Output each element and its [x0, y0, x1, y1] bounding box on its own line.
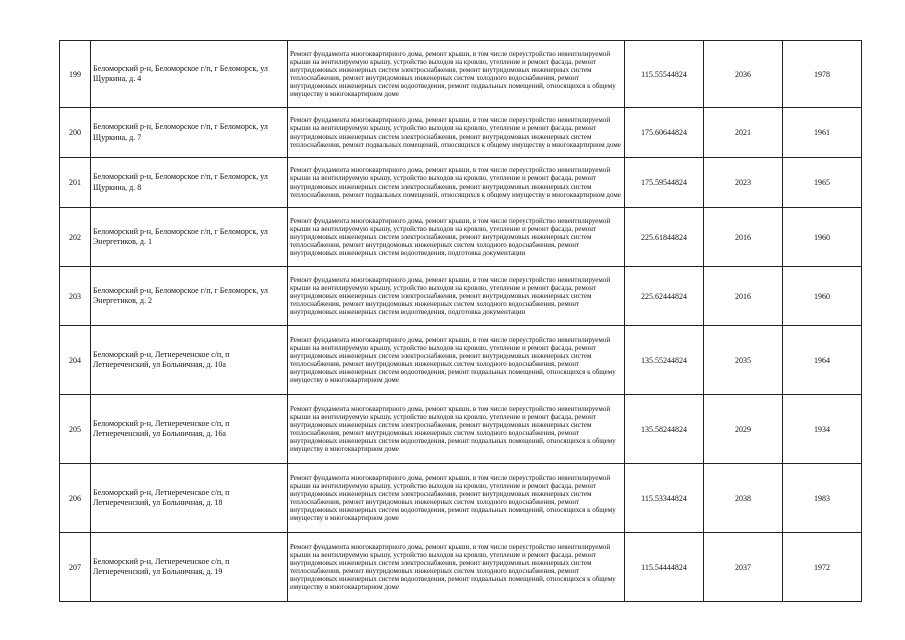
- planned-year-cell: 2035: [704, 326, 783, 395]
- built-year-cell: 1972: [783, 533, 862, 602]
- built-year-cell: 1983: [783, 464, 862, 533]
- address-cell: Беломорский р-н, Беломорское г/п, г Беломорск, ул Щуркина, д. 8: [91, 158, 288, 208]
- planned-year-cell: 2036: [704, 41, 783, 108]
- works-cell: Ремонт фундамента многоквартирного дома, ремонт крыши, в том числе переустройство невентилируемой крыши на вентилируемую крышу, устройство выходов на кровлю, утепление и ремонт фасада, ремонт внутридомовых инженерных систем электроснабжения, ремонт внутридомовых инженерных систем теплоснабжения, ремонт внутридомовых инженерных систем холодного водоснабжения, ремонт внутридомовых инженерных систем водоотведения, ремонт подвальных помещений, относящихся к общему имуществу в многоквартирном доме: [288, 533, 625, 602]
- built-year-cell: 1961: [783, 108, 862, 158]
- built-year-cell: 1978: [783, 41, 862, 108]
- cost-cell: 175.59544824: [625, 158, 704, 208]
- works-cell: Ремонт фундамента многоквартирного дома, ремонт крыши, в том числе переустройство невентилируемой крыши на вентилируемую крышу, устройство выходов на кровлю, утепление и ремонт фасада, ремонт внутридомовых инженерных систем электроснабжения, ремонт внутридомовых инженерных систем теплоснабжения, ремонт подвальных помещений, относящихся к общему имуществу в многоквартирном доме: [288, 108, 625, 158]
- address-cell: Беломорский р-н, Летнереченское с/п, п Летнереченский, ул Больничная, д. 18: [91, 464, 288, 533]
- address-cell: Беломорский р-н, Беломорское г/п, г Беломорск, ул Энергетиков, д. 1: [91, 208, 288, 267]
- cost-cell: 135.58244824: [625, 395, 704, 464]
- cost-cell: 175.60644824: [625, 108, 704, 158]
- address-cell: Беломорский р-н, Беломорское г/п, г Беломорск, ул Энергетиков, д. 2: [91, 267, 288, 326]
- cost-cell: 135.55244824: [625, 326, 704, 395]
- built-year-cell: 1964: [783, 326, 862, 395]
- planned-year-cell: 2037: [704, 533, 783, 602]
- built-year-cell: 1960: [783, 208, 862, 267]
- table-row: [60, 395, 862, 464]
- table-row: [60, 41, 862, 108]
- planned-year-cell: 2021: [704, 108, 783, 158]
- works-cell: Ремонт фундамента многоквартирного дома, ремонт крыши, в том числе переустройство невентилируемой крыши на вентилируемую крышу, устройство выходов на кровлю, утепление и ремонт фасада, ремонт внутридомовых инженерных систем электроснабжения, ремонт внутридомовых инженерных систем теплоснабжения, ремонт внутридомовых инженерных систем холодного водоснабжения, ремонт внутридомовых инженерных систем водоотведения, ремонт подвальных помещений, относящихся к общему имуществу в многоквартирном доме: [288, 395, 625, 464]
- row-number: 202: [60, 208, 91, 267]
- row-number: 207: [60, 533, 91, 602]
- cost-cell: 225.62444824: [625, 267, 704, 326]
- address-cell: Беломорский р-н, Летнереченское с/п, п Летнереченский, ул Больничная, д. 10а: [91, 326, 288, 395]
- row-number: 206: [60, 464, 91, 533]
- built-year-cell: 1934: [783, 395, 862, 464]
- address-cell: Беломорский р-н, Летнереченское с/п, п Летнереченский, ул Больничная, д. 16а: [91, 395, 288, 464]
- cost-cell: 115.55544824: [625, 41, 704, 108]
- table-row: [60, 326, 862, 395]
- table-row: [60, 158, 862, 208]
- table-row: [60, 267, 862, 326]
- row-number: 204: [60, 326, 91, 395]
- built-year-cell: 1960: [783, 267, 862, 326]
- built-year-cell: 1965: [783, 158, 862, 208]
- works-cell: Ремонт фундамента многоквартирного дома, ремонт крыши, в том числе переустройство невентилируемой крыши на вентилируемую крышу, устройство выходов на кровлю, утепление и ремонт фасада, ремонт внутридомовых инженерных систем электроснабжения, ремонт внутридомовых инженерных систем теплоснабжения, ремонт внутридомовых инженерных систем холодного водоснабжения, ремонт внутридомовых инженерных систем водоотведения, ремонт подвальных помещений, относящихся к общему имуществу в многоквартирном доме: [288, 464, 625, 533]
- table-row: [60, 464, 862, 533]
- works-cell: Ремонт фундамента многоквартирного дома, ремонт крыши, в том числе переустройство невентилируемой крыши на вентилируемую крышу, устройство выходов на кровлю, утепление и ремонт фасада, ремонт внутридомовых инженерных систем электроснабжения, ремонт внутридомовых инженерных систем теплоснабжения, ремонт внутридомовых инженерных систем холодного водоснабжения, ремонт внутридомовых инженерных систем водоотведения, подготовка документации: [288, 267, 625, 326]
- row-number: 200: [60, 108, 91, 158]
- works-cell: Ремонт фундамента многоквартирного дома, ремонт крыши, в том числе переустройство невентилируемой крыши на вентилируемую крышу, устройство выходов на кровлю, утепление и ремонт фасада, ремонт внутридомовых инженерных систем электроснабжения, ремонт внутридомовых инженерных систем теплоснабжения, ремонт внутридомовых инженерных систем холодного водоснабжения, ремонт внутридомовых инженерных систем водоотведения, ремонт подвальных помещений, относящихся к общему имуществу в многоквартирном доме: [288, 41, 625, 108]
- address-cell: Беломорский р-н, Беломорское г/п, г Беломорск, ул Щуркина, д. 7: [91, 108, 288, 158]
- row-number: 201: [60, 158, 91, 208]
- row-number: 199: [60, 41, 91, 108]
- table-row: [60, 533, 862, 602]
- planned-year-cell: 2016: [704, 267, 783, 326]
- row-number: 205: [60, 395, 91, 464]
- works-cell: Ремонт фундамента многоквартирного дома, ремонт крыши, в том числе переустройство невентилируемой крыши на вентилируемую крышу, устройство выходов на кровлю, утепление и ремонт фасада, ремонт внутридомовых инженерных систем электроснабжения, ремонт внутридомовых инженерных систем теплоснабжения, ремонт подвальных помещений, относящихся к общему имуществу в многоквартирном доме: [288, 158, 625, 208]
- table-row: [60, 108, 862, 158]
- planned-year-cell: 2029: [704, 395, 783, 464]
- planned-year-cell: 2016: [704, 208, 783, 267]
- address-cell: Беломорский р-н, Беломорское г/п, г Беломорск, ул Щуркина, д. 4: [91, 41, 288, 108]
- cost-cell: 225.61844824: [625, 208, 704, 267]
- address-cell: Беломорский р-н, Летнереченское с/п, п Летнереченский, ул Больничная, д. 19: [91, 533, 288, 602]
- cost-cell: 115.53344824: [625, 464, 704, 533]
- cost-cell: 115.54444824: [625, 533, 704, 602]
- planned-year-cell: 2038: [704, 464, 783, 533]
- works-cell: Ремонт фундамента многоквартирного дома, ремонт крыши, в том числе переустройство невентилируемой крыши на вентилируемую крышу, устройство выходов на кровлю, утепление и ремонт фасада, ремонт внутридомовых инженерных систем электроснабжения, ремонт внутридомовых инженерных систем теплоснабжения, ремонт внутридомовых инженерных систем холодного водоснабжения, ремонт внутридомовых инженерных систем водоотведения, подготовка документации: [288, 208, 625, 267]
- planned-year-cell: 2023: [704, 158, 783, 208]
- row-number: 203: [60, 267, 91, 326]
- table-row: [60, 208, 862, 267]
- housing-repair-table: [59, 40, 862, 602]
- works-cell: Ремонт фундамента многоквартирного дома, ремонт крыши, в том числе переустройство невентилируемой крыши на вентилируемую крышу, устройство выходов на кровлю, утепление и ремонт фасада, ремонт внутридомовых инженерных систем электроснабжения, ремонт внутридомовых инженерных систем теплоснабжения, ремонт внутридомовых инженерных систем холодного водоснабжения, ремонт внутридомовых инженерных систем водоотведения, ремонт подвальных помещений, относящихся к общему имуществу в многоквартирном доме: [288, 326, 625, 395]
